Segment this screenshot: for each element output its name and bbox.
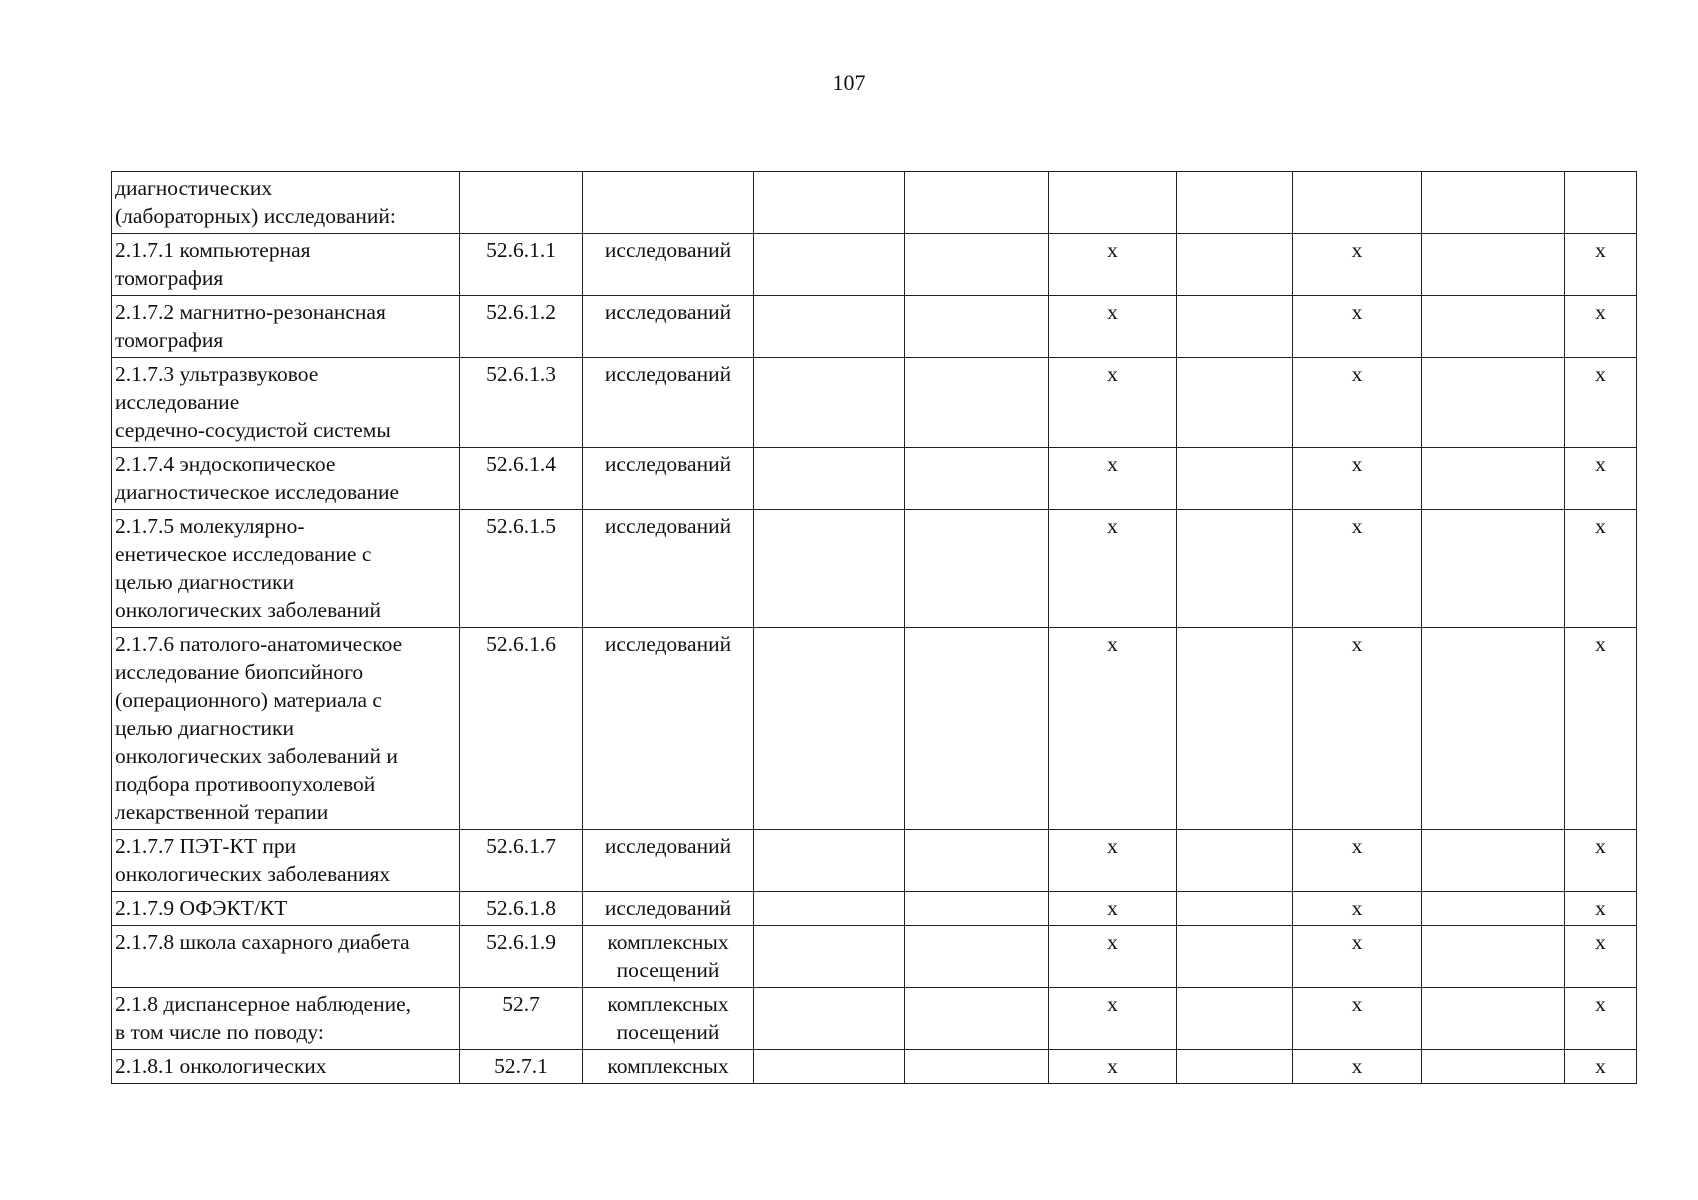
table-row (112, 296, 1637, 358)
row-unit-cell: комплексных посещений (583, 988, 754, 1050)
row-value-cell (905, 296, 1049, 358)
table-row (112, 628, 1637, 830)
row-value-cell (1177, 1050, 1293, 1084)
row-code-cell: 52.6.1.6 (460, 628, 583, 830)
row-value-cell (1422, 510, 1565, 628)
row-value-cell: х (1049, 628, 1177, 830)
row-name-cell: 2.1.7.3 ультразвуковое исследование сердечно-сосудистой системы (112, 358, 460, 448)
row-value-cell: х (1565, 830, 1637, 892)
row-value-cell: х (1049, 830, 1177, 892)
row-value-cell (1177, 296, 1293, 358)
row-value-cell: х (1049, 510, 1177, 628)
row-value-cell: х (1565, 358, 1637, 448)
row-unit-cell: исследований (583, 448, 754, 510)
row-value-cell (1177, 172, 1293, 234)
row-value-cell: х (1293, 830, 1422, 892)
row-unit-cell: исследований (583, 628, 754, 830)
row-value-cell (905, 172, 1049, 234)
row-unit-cell: исследований (583, 234, 754, 296)
row-name-cell: 2.1.7.5 молекулярно- енетическое исследование с целью диагностики онкологических заболеваний (112, 510, 460, 628)
row-unit-cell: исследований (583, 510, 754, 628)
row-value-cell (905, 448, 1049, 510)
table-row (112, 358, 1637, 448)
row-code-cell: 52.6.1.2 (460, 296, 583, 358)
row-value-cell: х (1049, 988, 1177, 1050)
row-value-cell (1565, 172, 1637, 234)
row-value-cell (1177, 892, 1293, 926)
row-value-cell: х (1565, 988, 1637, 1050)
row-code-cell (460, 172, 583, 234)
row-value-cell: х (1049, 358, 1177, 448)
row-value-cell (754, 628, 905, 830)
row-value-cell: х (1293, 448, 1422, 510)
row-value-cell (1422, 830, 1565, 892)
row-value-cell (754, 358, 905, 448)
row-value-cell: х (1049, 296, 1177, 358)
row-code-cell: 52.6.1.1 (460, 234, 583, 296)
table-row (112, 892, 1637, 926)
row-code-cell: 52.7 (460, 988, 583, 1050)
row-value-cell (1293, 172, 1422, 234)
table-row (112, 988, 1637, 1050)
row-value-cell (905, 830, 1049, 892)
row-value-cell (1422, 172, 1565, 234)
row-name-cell: 2.1.7.9 ОФЭКТ/КТ (112, 892, 460, 926)
row-value-cell (905, 358, 1049, 448)
row-name-cell: 2.1.7.7 ПЭТ-КТ при онкологических заболеваниях (112, 830, 460, 892)
row-value-cell (1422, 628, 1565, 830)
row-value-cell (1177, 628, 1293, 830)
row-name-cell: 2.1.7.6 патолого-анатомическое исследование биопсийного (операционного) материала с целью диагностики онкологических заболеваний и подбора противоопухолевой лекарственной терапии (112, 628, 460, 830)
row-value-cell (905, 510, 1049, 628)
row-value-cell (754, 296, 905, 358)
row-value-cell (1422, 234, 1565, 296)
row-value-cell (1177, 448, 1293, 510)
row-value-cell (1422, 358, 1565, 448)
row-unit-cell: исследований (583, 358, 754, 448)
row-name-cell: 2.1.7.8 школа сахарного диабета (112, 926, 460, 988)
row-value-cell: х (1293, 296, 1422, 358)
row-value-cell (754, 830, 905, 892)
row-value-cell (754, 1050, 905, 1084)
row-value-cell: х (1565, 296, 1637, 358)
row-code-cell: 52.6.1.9 (460, 926, 583, 988)
row-value-cell: х (1293, 234, 1422, 296)
row-value-cell (754, 926, 905, 988)
row-value-cell: х (1565, 234, 1637, 296)
row-code-cell: 52.6.1.7 (460, 830, 583, 892)
row-name-cell: 2.1.7.4 эндоскопическое диагностическое исследование (112, 448, 460, 510)
row-unit-cell: комплексных (583, 1050, 754, 1084)
row-code-cell: 52.6.1.5 (460, 510, 583, 628)
row-value-cell (1177, 234, 1293, 296)
row-value-cell: х (1049, 234, 1177, 296)
row-value-cell (754, 988, 905, 1050)
table-row (112, 1050, 1637, 1084)
row-value-cell (1049, 172, 1177, 234)
row-value-cell: х (1293, 988, 1422, 1050)
row-unit-cell: исследований (583, 296, 754, 358)
row-value-cell: х (1049, 1050, 1177, 1084)
row-value-cell (754, 172, 905, 234)
row-value-cell (905, 892, 1049, 926)
row-name-cell: 2.1.7.2 магнитно-резонансная томография (112, 296, 460, 358)
row-value-cell (905, 628, 1049, 830)
row-value-cell (1177, 510, 1293, 628)
row-value-cell (754, 234, 905, 296)
row-name-cell: 2.1.8.1 онкологических (112, 1050, 460, 1084)
row-value-cell: х (1293, 358, 1422, 448)
row-value-cell (1177, 988, 1293, 1050)
row-unit-cell: комплексных посещений (583, 926, 754, 988)
row-value-cell (1177, 358, 1293, 448)
row-code-cell: 52.6.1.8 (460, 892, 583, 926)
row-value-cell: х (1049, 448, 1177, 510)
row-value-cell: х (1293, 1050, 1422, 1084)
row-value-cell (1177, 830, 1293, 892)
row-unit-cell: исследований (583, 830, 754, 892)
table-body (112, 172, 1637, 1084)
row-value-cell: х (1565, 510, 1637, 628)
row-value-cell: х (1293, 510, 1422, 628)
row-unit-cell: исследований (583, 892, 754, 926)
table-row (112, 448, 1637, 510)
row-code-cell: 52.7.1 (460, 1050, 583, 1084)
row-value-cell: х (1565, 628, 1637, 830)
page-number: 107 (832, 70, 866, 95)
row-value-cell (754, 448, 905, 510)
row-value-cell (1422, 926, 1565, 988)
row-name-cell: 2.1.7.1 компьютерная томография (112, 234, 460, 296)
table-row (112, 926, 1637, 988)
row-value-cell (1422, 1050, 1565, 1084)
row-value-cell (1422, 296, 1565, 358)
row-value-cell: х (1049, 926, 1177, 988)
table-row (112, 510, 1637, 628)
row-code-cell: 52.6.1.4 (460, 448, 583, 510)
row-value-cell (1177, 926, 1293, 988)
data-table (111, 171, 1637, 1084)
row-value-cell (905, 234, 1049, 296)
row-value-cell (1422, 448, 1565, 510)
row-value-cell: х (1293, 892, 1422, 926)
table-row (112, 172, 1637, 234)
row-code-cell: 52.6.1.3 (460, 358, 583, 448)
row-value-cell: х (1293, 628, 1422, 830)
row-value-cell (905, 988, 1049, 1050)
row-value-cell: х (1565, 448, 1637, 510)
row-value-cell: х (1565, 926, 1637, 988)
row-value-cell: х (1049, 892, 1177, 926)
table-row (112, 830, 1637, 892)
row-value-cell: х (1565, 892, 1637, 926)
row-name-cell: диагностических (лабораторных) исследований: (112, 172, 460, 234)
row-value-cell: х (1293, 926, 1422, 988)
row-value-cell (905, 926, 1049, 988)
row-value-cell (754, 892, 905, 926)
row-value-cell (1422, 988, 1565, 1050)
row-name-cell: 2.1.8 диспансерное наблюдение, в том числе по поводу: (112, 988, 460, 1050)
row-value-cell: х (1565, 1050, 1637, 1084)
row-value-cell (905, 1050, 1049, 1084)
row-value-cell (1422, 892, 1565, 926)
row-unit-cell (583, 172, 754, 234)
table-row (112, 234, 1637, 296)
row-value-cell (754, 510, 905, 628)
